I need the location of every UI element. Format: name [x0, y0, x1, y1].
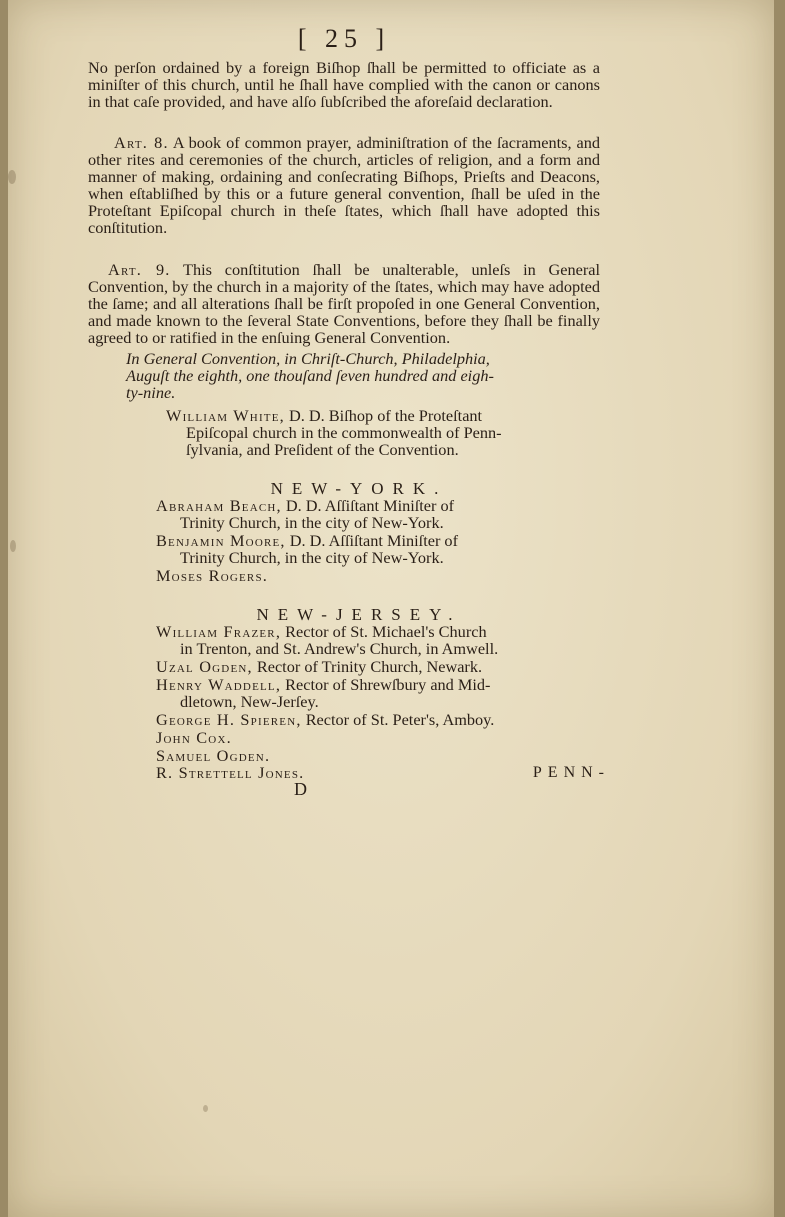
signer-entry	[88, 676, 600, 710]
signer-role: D. D. Aſſiſtant Miniſter of	[281, 496, 455, 515]
signer-entry	[88, 567, 600, 584]
document-page	[8, 0, 774, 1217]
signer-name: Abraham Beach,	[156, 496, 282, 515]
last-signer-row	[88, 763, 610, 799]
signer-name: Henry Waddell,	[156, 675, 282, 694]
article-8-text: A book of common prayer, adminiſtration of the ſacraments, and other rites and ceremonies of the church, articles of religion, and a form and manner of making, ordaining and conſecrating Biſhops, Prieſts and Deacons, when eſtabliſhed by this or a future general convention, ſhall be uſed in the Proteſtant Epiſcopal church in theſe ſtates, which ſhall have adopted this conſtitution.	[88, 133, 601, 237]
convention-statement	[88, 350, 600, 401]
article-9-label: Art. 9.	[108, 260, 171, 279]
president-title-3: ſylvania, and Preſident of the Convention.	[186, 440, 459, 459]
signer-name: Uzal Ogden,	[156, 657, 253, 676]
signer-entry	[88, 711, 600, 728]
convention-line-1: In General Convention, in Chriſt-Church, Philadelphia,	[126, 349, 490, 368]
new-jersey-signers	[88, 622, 610, 799]
signer-role-cont: dletown, New-Jerſey.	[180, 692, 319, 711]
president-title-2: Epiſcopal church in the commonwealth of Penn-	[186, 423, 502, 442]
paragraph-article-8	[88, 134, 600, 236]
signer-entry	[88, 658, 600, 675]
convention-line-2: Auguſt the eighth, one thouſand ſeven hundred and eigh-	[126, 366, 494, 385]
signer-name: Samuel Ogden.	[156, 746, 271, 765]
state-heading-new-york: NEW-YORK.	[270, 479, 448, 498]
signer-role: D. D. Aſſiſtant Miniſter of	[285, 531, 458, 550]
signer-entry	[88, 497, 600, 531]
page-text	[88, 24, 610, 799]
catchword: PENN-	[532, 764, 610, 781]
president-title-1: D. D. Biſhop of the Proteſtant	[284, 406, 483, 425]
president-name: William White,	[166, 406, 285, 425]
ink-blot	[8, 170, 16, 184]
signature-mark: D	[294, 779, 307, 799]
signer-name: Moses Rogers.	[156, 566, 269, 585]
signer-entry	[88, 729, 600, 746]
signer-role: Rector of Trinity Church, Newark.	[252, 657, 483, 676]
ink-blot	[203, 1105, 208, 1112]
signer-role: Rector of St. Michael's Church	[281, 622, 487, 641]
signer-name: Benjamin Moore,	[156, 531, 286, 550]
signer-name: R. Strettell Jones.	[156, 763, 305, 782]
paragraph-article-9	[88, 261, 600, 346]
signer-entry	[88, 747, 600, 764]
ink-blot	[10, 540, 16, 552]
new-york-signers	[88, 497, 600, 584]
signer-entry	[88, 623, 600, 657]
signer-role-cont: Trinity Church, in the city of New-York.	[180, 513, 444, 532]
president-signature	[88, 407, 600, 458]
signer-name: William Frazer,	[156, 622, 282, 641]
signer-entry	[88, 532, 600, 566]
article-9-text: This conſtitution ſhall be unalterable, unleſs in General Convention, by the church in a majority of the ſtates, which may have adopted the ſame; and all alterations ſhall be firſt propoſed in one General Convention, and made known to the ſeveral State Conventions, before they ſhall be finally agreed to or ratified in the enſuing General Convention.	[88, 260, 601, 347]
signer-role: Rector of Shrewſbury and Mid-	[281, 675, 491, 694]
signer-name: George H. Spieren,	[156, 710, 302, 729]
signer-name: John Cox.	[156, 728, 232, 747]
article-8-label: Art. 8.	[114, 133, 169, 152]
signer-role-cont: Trinity Church, in the city of New-York.	[180, 548, 444, 567]
convention-line-3: ty-nine.	[126, 383, 176, 402]
page-number: [ 25 ]	[297, 24, 391, 53]
signer-role-cont: in Trenton, and St. Andrew's Church, in Amwell.	[180, 639, 499, 658]
paragraph-ordination: No perſon ordained by a foreign Biſhop ſhall be permitted to officiate as a miniſter of this church, until he ſhall have complied with the canon or canons in that caſe provided, and have alſo ſubſcribed the aforeſaid declaration.	[88, 58, 600, 111]
state-heading-new-jersey: NEW-JERSEY.	[256, 605, 462, 624]
signer-role: Rector of St. Peter's, Amboy.	[301, 710, 495, 729]
